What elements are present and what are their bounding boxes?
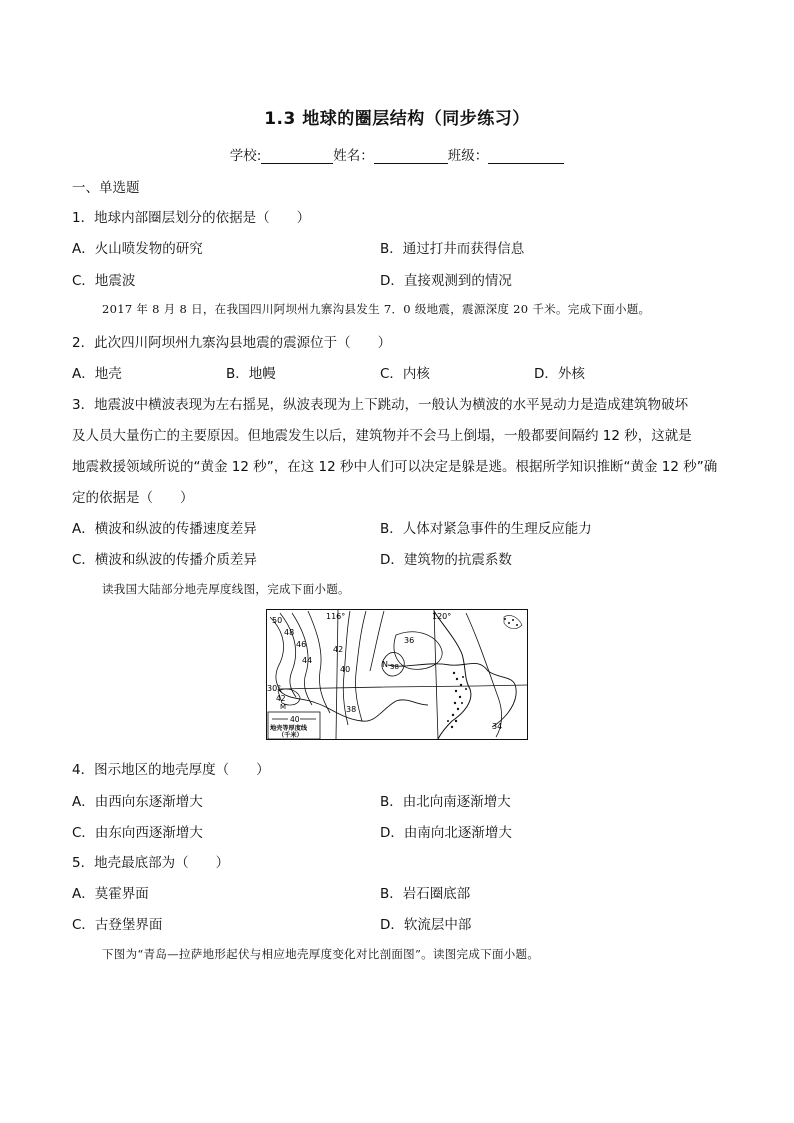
q3-option-c: C．横波和纵波的传播介质差异 — [72, 552, 257, 568]
q3-option-a: A．横波和纵波的传播速度差异 — [72, 521, 257, 537]
q4-option-b: B．由北向南逐渐增大 — [380, 794, 511, 810]
q5-option-b: B．岩石圈底部 — [380, 886, 471, 902]
q1-option-b: B．通过打井而获得信息 — [380, 241, 525, 257]
isoline-label-50: 50 — [272, 616, 283, 625]
name-blank[interactable] — [374, 149, 448, 164]
section-heading: 一、单选题 — [72, 180, 140, 196]
basin-label-n: N — [382, 660, 388, 669]
intro-profile: 下图为“青岛—拉萨地形起伏与相应地壳厚度变化对比剖面图”。读图完成下面小题。 — [102, 947, 540, 961]
q3-stem-line1: 3．地震波中横波表现为左右摇晃，纵波表现为上下跳动，一般认为横波的水平晃动力是造成建筑物破坏 — [72, 397, 689, 413]
isoline-label-48: 48 — [284, 628, 295, 637]
q2-option-a: A．地壳 — [72, 366, 122, 382]
isoline-label-44: 44 — [302, 656, 313, 665]
intro-map: 读我国大陆部分地壳厚度线图，完成下面小题。 — [102, 582, 350, 596]
legend-value: 40 — [290, 715, 300, 724]
legend-text-line2: （千米） — [278, 732, 303, 739]
q5-option-c: C．古登堡界面 — [72, 917, 163, 933]
q1-stem: 1．地球内部圈层划分的依据是（ ） — [72, 210, 311, 226]
class-blank[interactable] — [488, 149, 564, 164]
isoline-label-46: 46 — [296, 640, 307, 649]
q4-stem: 4．图示地区的地壳厚度（ ） — [72, 762, 270, 778]
school-label: 学校: — [229, 148, 262, 164]
q2-stem: 2．此次四川阿坝州九寨沟县地震的震源位于（ ） — [72, 335, 392, 351]
isoline-label-34: 34 — [492, 722, 503, 731]
isoline-label-38-north: 38 — [390, 663, 399, 671]
page-title: 1.3 地球的圈层结构（同步练习） — [264, 109, 530, 129]
q4-option-d: D．由南向北逐渐增大 — [380, 825, 512, 841]
name-label: 姓名： — [333, 148, 374, 164]
intro-earthquake: 2017 年 8 月 8 日，在我国四川阿坝州九寨沟县发生 7．0 级地震，震源深度 20 千米。完成下面小题。 — [102, 302, 651, 316]
isoline-label-42: 42 — [333, 645, 344, 654]
isoline-label-40: 40 — [340, 665, 351, 674]
q3-stem-line3: 地震救援领域所说的“黄金 12 秒”，在这 12 秒中人们可以决定是躲是逃。根据所学知识推断“黄金 12 秒”确 — [72, 459, 718, 475]
latitude-label-30: 30° — [267, 684, 282, 693]
class-label: 班级： — [447, 148, 489, 164]
q5-option-d: D．软流层中部 — [380, 917, 472, 933]
isoline-label-36: 36 — [404, 636, 415, 645]
q3-stem-line2: 及人员大量伤亡的主要原因。但地震发生以后，建筑物并不会马上倒塌，一般都要间隔约 12 秒，这就是 — [72, 428, 692, 444]
q1-option-d: D．直接观测到的情况 — [380, 273, 512, 289]
q2-option-b: B．地幔 — [226, 366, 276, 382]
longitude-label-120: 120° — [432, 612, 452, 621]
q3-stem-line4: 定的依据是（ ） — [72, 490, 194, 506]
q3-option-d: D．建筑物的抗震系数 — [380, 552, 512, 568]
q5-option-a: A．莫霍界面 — [72, 886, 149, 902]
q2-option-d: D．外核 — [534, 366, 585, 382]
q5-stem: 5．地壳最底部为（ ） — [72, 855, 230, 871]
q1-option-a: A．火山喷发物的研究 — [72, 241, 203, 257]
q1-option-c: C．地震波 — [72, 273, 136, 289]
basin-label-m: M — [280, 703, 287, 711]
q3-option-b: B．人体对紧急事件的生理反应能力 — [380, 521, 592, 537]
crust-thickness-map — [266, 609, 528, 740]
q4-option-a: A．由西向东逐渐增大 — [72, 794, 203, 810]
legend-text-line1: 地壳等厚度线 — [270, 725, 308, 732]
isoline-label-42-m: 42 — [276, 694, 286, 703]
q2-option-c: C．内核 — [380, 366, 430, 382]
isoline-label-38-south: 38 — [346, 705, 357, 714]
longitude-label-116: 116° — [326, 612, 346, 621]
student-info-line — [0, 144, 794, 164]
school-blank[interactable] — [261, 149, 333, 164]
crust-thickness-map-svg — [266, 609, 528, 740]
q4-option-c: C．由东向西逐渐增大 — [72, 825, 203, 841]
